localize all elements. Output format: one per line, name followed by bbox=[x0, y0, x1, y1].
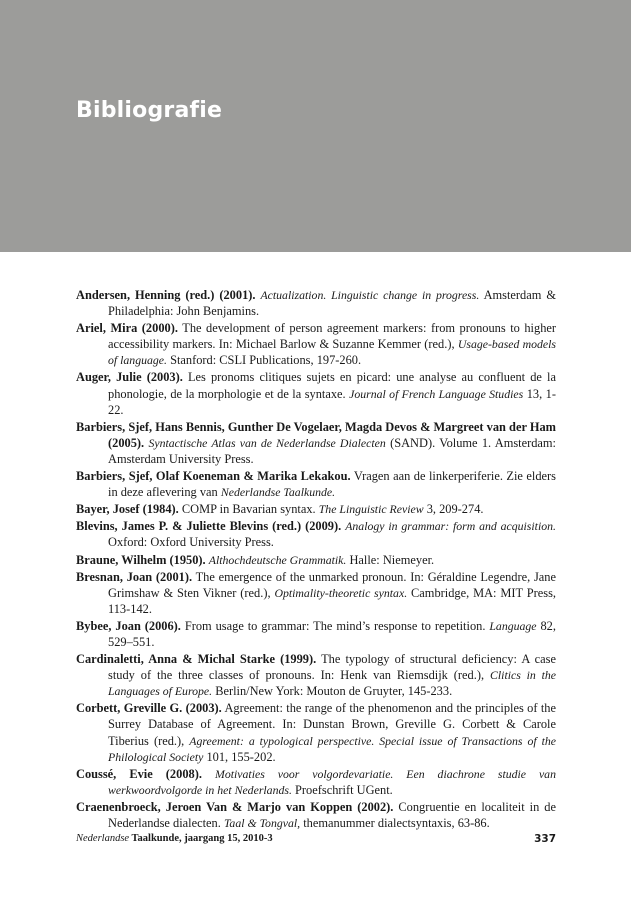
entry-title-italic: Clitics in the Languages of Europe. bbox=[108, 668, 556, 699]
entry-authors-year: Cardinaletti, Anna & Michal Starke (1999). bbox=[76, 652, 317, 667]
footer-journal-issue: Taalkunde, jaargang 15, 2010-3 bbox=[129, 833, 273, 844]
entry-text: Les pronoms clitiques sujets en picard: une analyse au confluent de la phonologie, de la morphologie et de la syntaxe. bbox=[108, 370, 556, 401]
entry-title-italic: Journal of French Language Studies bbox=[349, 386, 524, 401]
entry-text: Congruentie en localiteit in de Nederlandse dialecten. bbox=[108, 799, 556, 830]
entry-title-italic: Optimality-theoretic syntax. bbox=[274, 585, 408, 600]
chapter-title: Bibliografie bbox=[76, 98, 223, 123]
entry-title-italic: Agreement: a typological perspective. Special issue of Transactions of the Philological Society bbox=[108, 733, 556, 764]
entry-authors-year: Auger, Julie (2003). bbox=[76, 370, 183, 385]
entry-text: Oxford: Oxford University Press. bbox=[108, 535, 274, 550]
entry-text: Berlin/New York: Mouton de Gruyter, 145-233. bbox=[212, 684, 453, 699]
entry-text bbox=[202, 767, 215, 781]
bibliography-list bbox=[76, 287, 556, 832]
bibliography-entry bbox=[76, 287, 556, 319]
bibliography-entry bbox=[76, 419, 556, 467]
entry-title-italic: Althochdeutsche Grammatik. bbox=[208, 552, 347, 567]
entry-authors-year: Barbiers, Sjef, Olaf Koeneman & Marika Lekakou. bbox=[76, 469, 351, 484]
entry-authors-year: Corbett, Greville G. (2003). bbox=[76, 701, 222, 716]
bibliography-entry bbox=[76, 766, 556, 798]
entry-text: Stanford: CSLI Publications, 197-260. bbox=[166, 353, 362, 368]
entry-text: The emergence of the unmarked pronoun. In: Géraldine Legendre, Jane Grimshaw & Sten Vikner (red.), bbox=[108, 569, 556, 600]
entry-text: Agreement: the range of the phenomenon and the principles of the Surrey Database of Agreement. In: Dunstan Brown, Greville G. Corbett & Carole Tiberius (red.), bbox=[108, 701, 556, 748]
entry-text: themanummer dialectsyntaxis, 63-86. bbox=[300, 816, 490, 830]
entry-authors-year: Craenenbroeck, Jeroen Van & Marjo van Koppen (2002). bbox=[76, 799, 394, 814]
entry-text: Cambridge, MA: MIT Press, 113-142. bbox=[108, 585, 557, 616]
entry-title-italic: Nederlandse Taalkunde. bbox=[220, 485, 336, 500]
entry-text: (SAND). Volume 1. Amsterdam: Amsterdam University Press. bbox=[108, 435, 556, 466]
entry-text: 13, 1-22. bbox=[108, 386, 556, 417]
entry-text: Halle: Niemeyer. bbox=[346, 552, 435, 567]
entry-text: The development of person agreement markers: from pronouns to higher accessibility markers. In: Michael Barlow & Suzanne Kemmer (red.), bbox=[108, 321, 557, 352]
entry-text: From usage to grammar: The mind’s response to repetition. bbox=[180, 618, 490, 633]
entry-title-italic: The Linguistic Review bbox=[318, 502, 424, 517]
entry-authors-year: Bresnan, Joan (2001). bbox=[76, 569, 193, 584]
bibliography-entry bbox=[76, 518, 556, 550]
entry-text: COMP in Bavarian syntax. bbox=[178, 502, 319, 517]
entry-text: Vragen aan de linkerperiferie. Zie elders in deze aflevering van bbox=[108, 469, 556, 500]
entry-title-italic: Usage-based models of language. bbox=[108, 337, 556, 368]
entry-text: 3, 209-274. bbox=[423, 502, 484, 517]
entry-authors-year: Bayer, Josef (1984). bbox=[76, 502, 179, 517]
entry-title-italic: Motivaties voor volgordevariatie. Een diachrone studie van werkwoordvolgorde in het Nederlands. bbox=[108, 766, 556, 797]
entry-text: Amsterdam & Philadelphia: John Benjamins. bbox=[108, 288, 556, 319]
bibliography-entry bbox=[76, 468, 556, 500]
entry-authors-year: Bybee, Joan (2006). bbox=[76, 618, 181, 633]
entry-authors-year: Braune, Wilhelm (1950). bbox=[76, 552, 206, 567]
bibliography-entry bbox=[76, 569, 556, 617]
entry-title-italic: Actualization. Linguistic change in progress. bbox=[260, 288, 480, 302]
entry-text: The typology of structural deficiency: A case study of the three classes of pronouns. In: Henk van Riemsdijk (red.), bbox=[108, 652, 556, 683]
entry-authors-year: Blevins, James P. & Juliette Blevins (red.) (2009). bbox=[76, 519, 342, 534]
entry-authors-year: Barbiers, Sjef, Hans Bennis, Gunther De Vogelaer, Magda Devos & Margreet van der Ham (2005). bbox=[76, 419, 556, 450]
bibliography-entry bbox=[76, 552, 556, 568]
entry-title-italic: Language bbox=[489, 618, 537, 633]
bibliography-entry bbox=[76, 799, 556, 831]
entry-text: Proefschrift UGent. bbox=[291, 782, 393, 797]
chapter-header-band bbox=[0, 0, 631, 252]
page-footer bbox=[76, 833, 556, 847]
bibliography-entry bbox=[76, 320, 556, 368]
entry-title-italic: Analogy in grammar: form and acquisition. bbox=[345, 519, 556, 534]
entry-authors-year: Andersen, Henning (red.) (2001). bbox=[76, 288, 256, 302]
page-number: 337 bbox=[534, 833, 556, 845]
bibliography-entry bbox=[76, 501, 556, 517]
footer-journal-name bbox=[76, 833, 273, 844]
entry-title-italic: Taal & Tongval, bbox=[223, 816, 301, 830]
bibliography-entry bbox=[76, 369, 556, 417]
entry-text: 101, 155-202. bbox=[203, 749, 276, 764]
footer-journal-italic: Nederlandse bbox=[76, 833, 130, 844]
entry-authors-year: Coussé, Evie (2008). bbox=[76, 766, 202, 781]
bibliography-entry bbox=[76, 700, 556, 764]
bibliography-entry bbox=[76, 618, 556, 650]
bibliography-entry bbox=[76, 651, 556, 699]
entry-text: 82, 529–551. bbox=[108, 618, 556, 649]
entry-title-italic: Syntactische Atlas van de Nederlandse Dialecten bbox=[148, 435, 386, 450]
entry-authors-year: Ariel, Mira (2000). bbox=[76, 321, 178, 336]
